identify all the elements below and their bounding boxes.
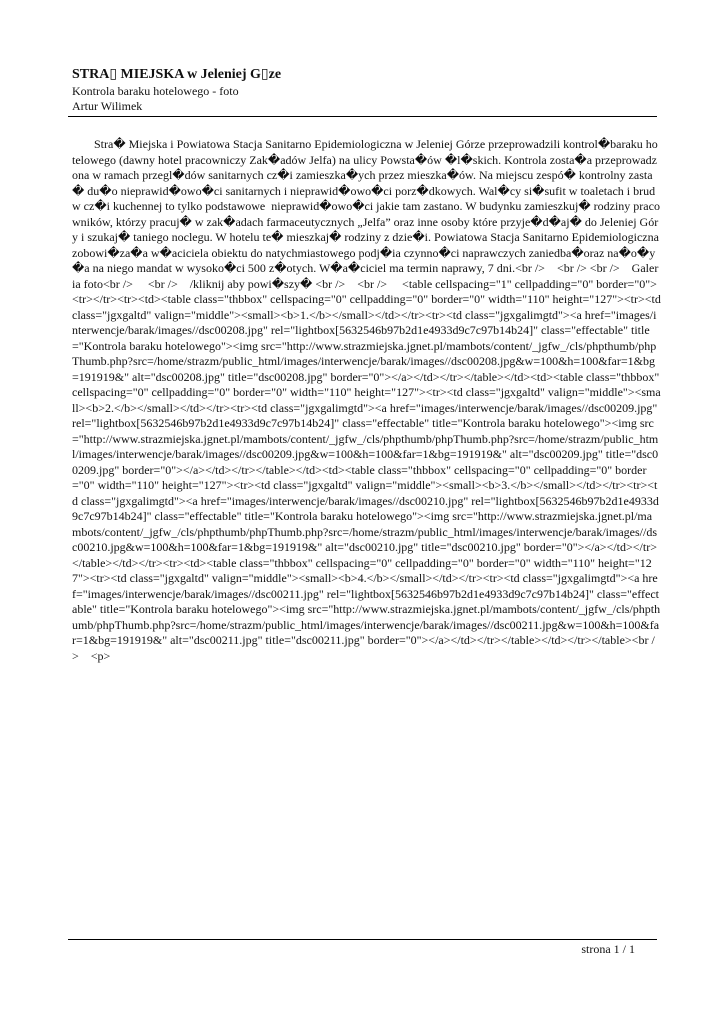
header-divider (68, 116, 657, 117)
page-number: strona 1 / 1 (581, 942, 635, 956)
site-title: STRA▯ MIEJSKA w Jeleniej G▯ze (72, 67, 282, 82)
article-body: Stra� Miejska i Powiatowa Stacja Sanitarno Epidemiologiczna w Jeleniej Górze przeprowadzili kontrol�baraku hotelowego (dawny hotel pracowniczy Zak�adów Jelfa) na ulicy Powsta�ów �l�skich. Kontrola zosta�a przeprowadzona w ramach przegl�dów sanitarnych cz�i zamieszka�ych przez mieszka�ów. Na miejscu zespó� kontrolny zasta� du�o nieprawid�owo�ci sanitarnych i nieprawid�owo�ci porz�dkowych. Wal�cy si�sufit w toaletach i brud w cz�i kuchennej to tylko podstawowe nieprawid�owo�ci jakie tam zastano. W budynku zamieszkuj� rodziny pracowników, którzy pracuj� w zak�adach farmaceutycznych „Jelfa” oraz inne osoby które przyje�d�aj� do Jeleniej Góry i szukaj� taniego noclegu. W hotelu te� mieszkaj� rodziny z dzie�i. Powiatowa Stacja Sanitarno Epidemiologiczna zobowi�za�a w�aciciela obiektu do natychmiastowego podj�ia czynno�ci naprawczych zaniedba�oraz na�o�y�a na niego mandat w wysoko�ci 500 z�otych. W�a�ciciel ma termin naprawy, 7 dni.<br /> <br /> <br /> Galeria foto<br /> <br /> /kliknij aby powi�szy� <br /> <br /> <table cellspacing="1" cellpadding="0" border="0"><tr></tr><tr><td><table class="thbbox" cellspacing="0" cellpadding="0" border="0" width="110" height="127"><tr><td class="jgxgaltd" valign="middle"><small><b>1.</b></small></td></tr><tr><td class="jgxgalimgtd"><a href="images/interwencje/barak/images//dsc00208.jpg" rel="lightbox[5632546b97b2d1e4933d9c7c97b14b24]" class="effectable" title="Kontrola baraku hotelowego"><img src="http://www.strazmiejska.jgnet.pl/mambots/content/_jgfw_/cls/phpthumb/phpThumb.php?src=/home/strazm/public_html/images/interwencje/barak/images//dsc00208.jpg&w=100&h=100&far=1&bg=191919&" alt="dsc00208.jpg" title="dsc00208.jpg" border="0"></a></td></tr></table></td><td><table class="thbbox" cellspacing="0" cellpadding="0" border="0" width="110" height="127"><tr><td class="jgxgaltd" valign="middle"><small><b>2.</b></small></td></tr><tr><td class="jgxgalimgtd"><a href="images/interwencje/barak/images//dsc00209.jpg" rel="lightbox[5632546b97b2d1e4933d9c7c97b14b24]" class="effectable" title="Kontrola baraku hotelowego"><img src="http://www.strazmiejska.jgnet.pl/mambots/content/_jgfw_/cls/phpthumb/phpThumb.php?src=/home/strazm/public_html/images/interwencje/barak/images//dsc00209.jpg&w=100&h=100&far=1&bg=191919&" alt="dsc00209.jpg" title="dsc00209.jpg" border="0"></a></td></tr></table></td><td><table class="thbbox" cellspacing="0" cellpadding="0" border="0" width="110" height="127"><tr><td class="jgxgaltd" valign="middle"><small><b>3.</b></small></td></tr><tr><td class="jgxgalimgtd"><a href="images/interwencje/barak/images//dsc00210.jpg" rel="lightbox[5632546b97b2d1e4933d9c7c97b14b24]" class="effectable" title="Kontrola baraku hotelowego"><img src="http://www.strazmiejska.jgnet.pl/mambots/content/_jgfw_/cls/phpthumb/phpThumb.php?src=/home/strazm/public_html/images/interwencje/barak/images//dsc00210.jpg&w=100&h=100&far=1&bg=191919&" alt="dsc00210.jpg" title="dsc00210.jpg" border="0"></a></td></tr></table></td></tr><tr><td><table class="thbbox" cellspacing="0" cellpadding="0" border="0" width="110" height="127"><tr><td class="jgxgaltd" valign="middle"><small><b>4.</b></small></td></tr><tr><td class="jgxgalimgtd"><a href="images/interwencje/barak/images//dsc00211.jpg" rel="lightbox[5632546b97b2d1e4933d9c7c97b14b24]" class="effectable" title="Kontrola baraku hotelowego"><img src="http://www.strazmiejska.jgnet.pl/mambots/content/_jgfw_/cls/phpthumb/phpThumb.php?src=/home/strazm/public_html/images/interwencje/barak/images//dsc00211.jpg&w=100&h=100&far=1&bg=191919&" alt="dsc00211.jpg" title="dsc00211.jpg" border="0"></a></td></tr></table></td></tr></table><br /> <p> (72, 137, 664, 663)
footer-divider (68, 939, 657, 940)
document-header (72, 66, 662, 114)
article-author: Artur Wilimek (72, 99, 143, 113)
article-subtitle: Kontrola baraku hotelowego - foto (72, 84, 239, 98)
